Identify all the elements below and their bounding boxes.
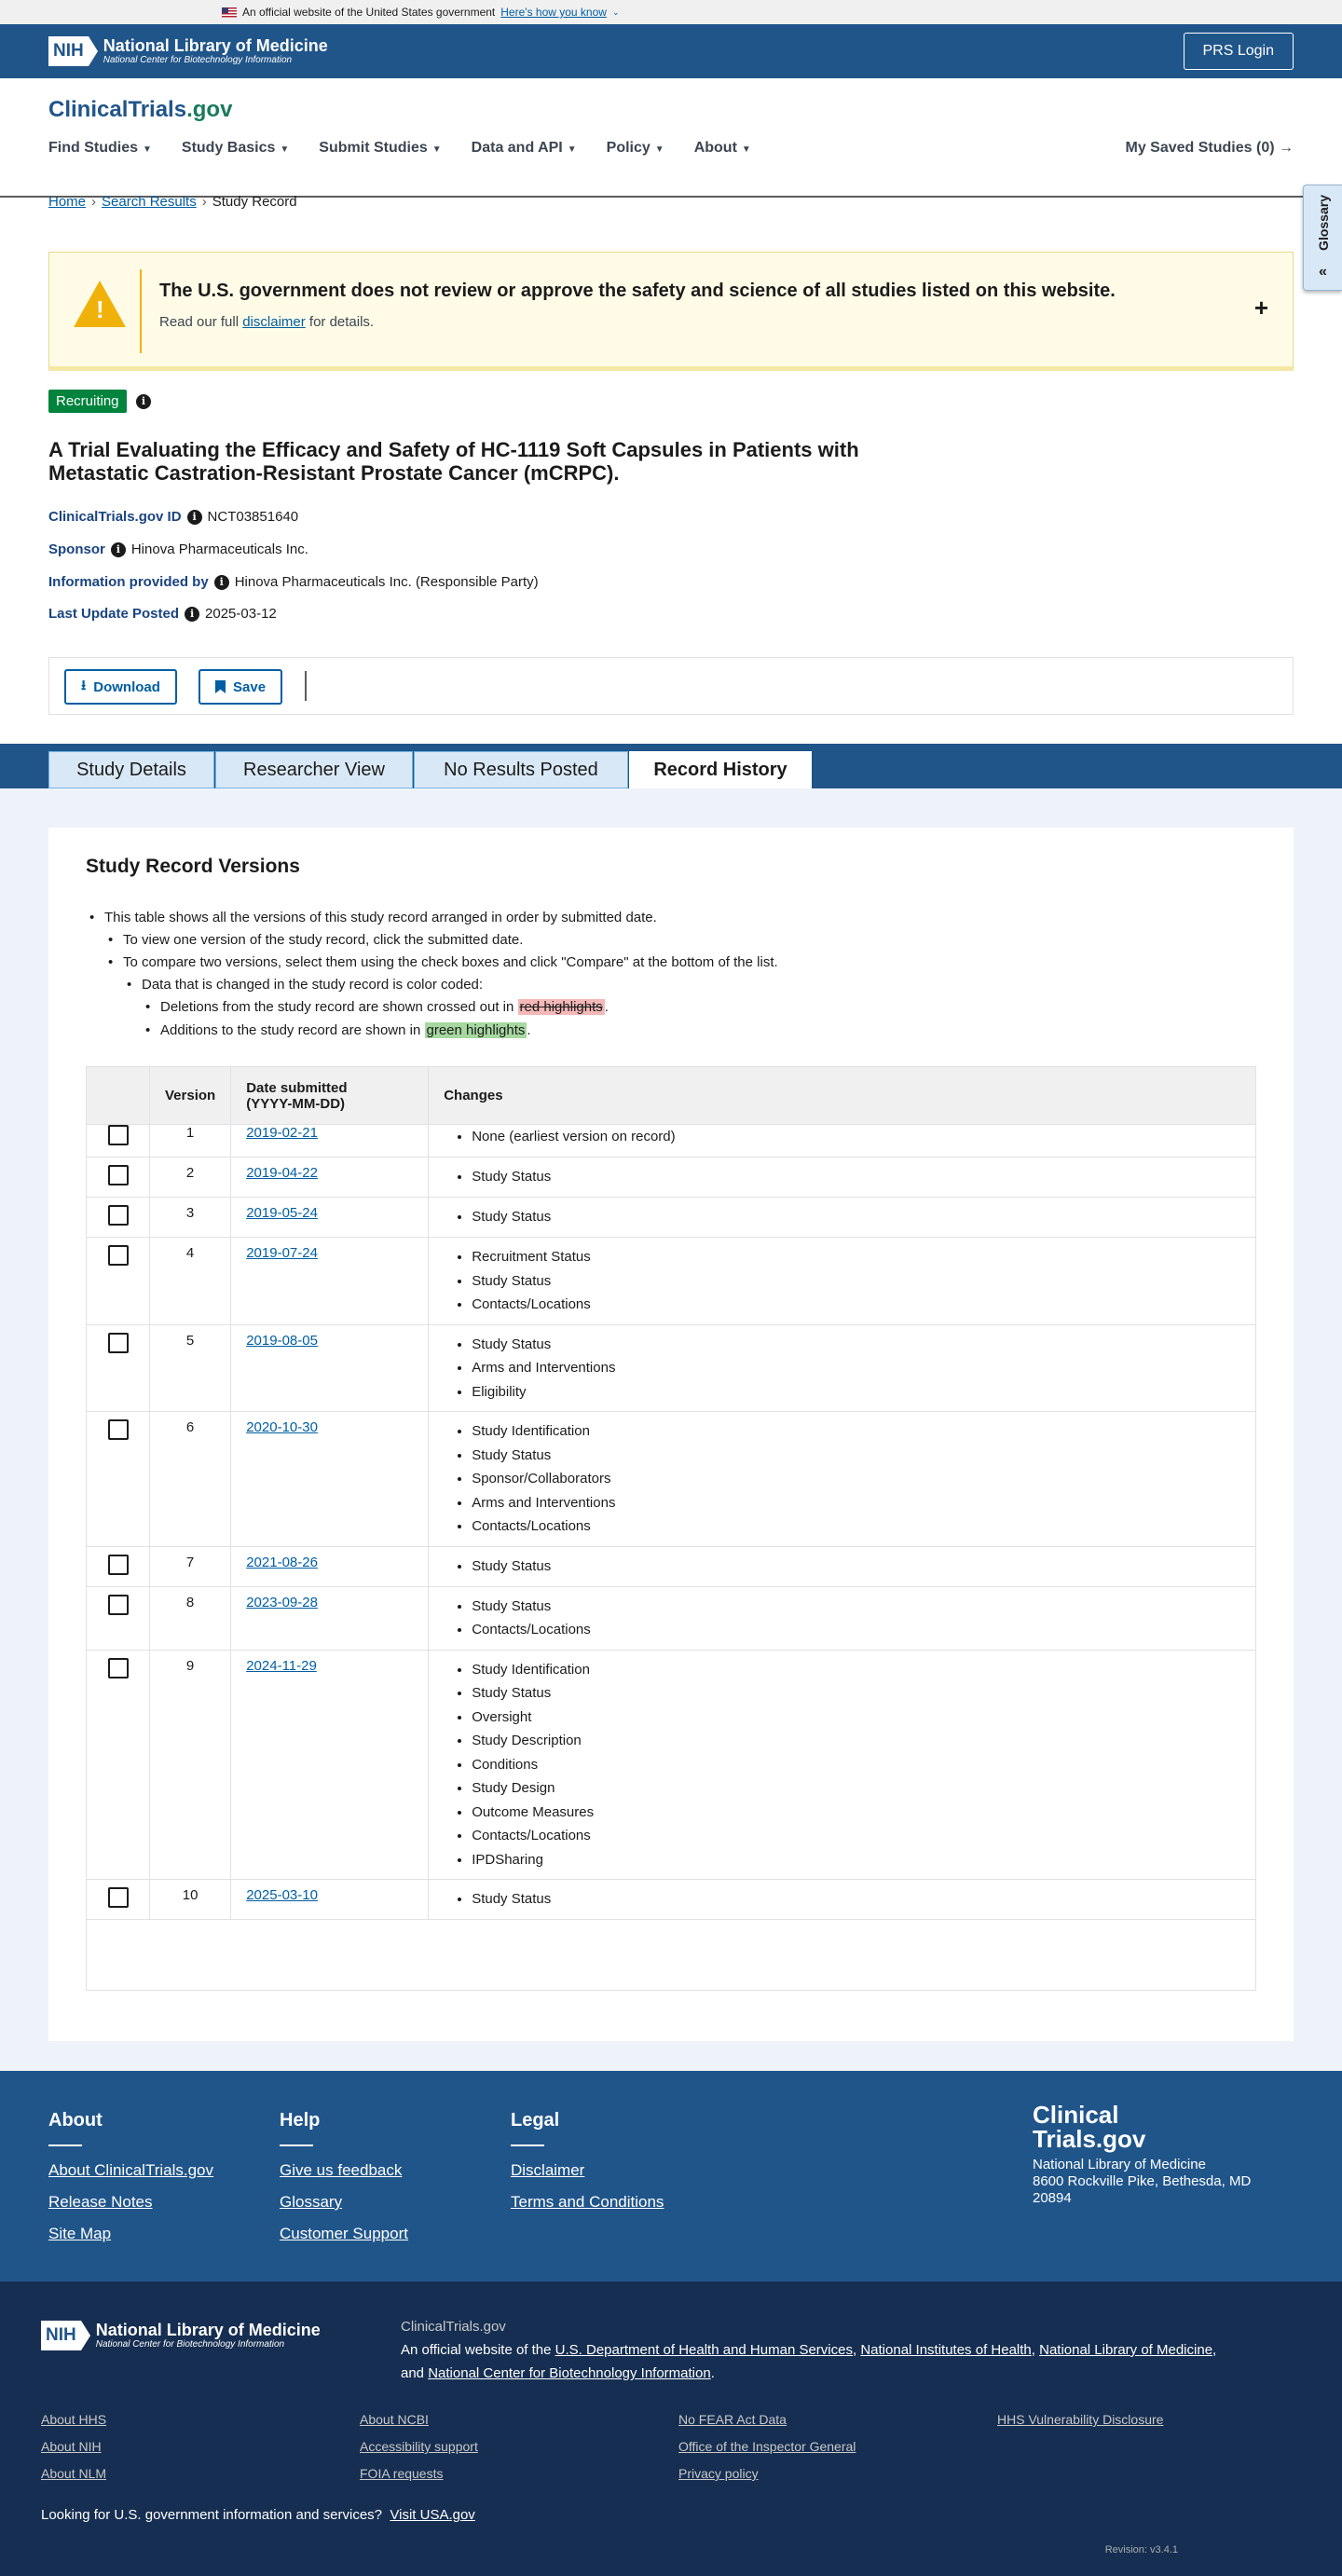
changes-cell — [429, 1586, 1256, 1650]
version-number: 5 — [150, 1324, 231, 1412]
glossary-label: Glossary — [1315, 195, 1331, 251]
list-item: • To view one version of the study record, click the submitted date. — [123, 932, 523, 948]
footer-link[interactable]: No FEAR Act Data — [678, 2412, 787, 2427]
text: An official website of the — [401, 2342, 555, 2358]
site-header — [0, 78, 1342, 198]
meta-update — [48, 606, 277, 622]
change-item: • Arms and Interventions — [472, 1356, 1240, 1380]
version-date-link[interactable]: 2021-08-26 — [246, 1554, 318, 1570]
usa-gov-line — [41, 2507, 475, 2523]
list-item: • To compare two versions, select them using the check boxes and click "Compare" at the bottom of the list. — [123, 954, 778, 970]
date-cell — [231, 1158, 429, 1198]
version-number: 8 — [150, 1586, 231, 1650]
agency-label: ClinicalTrials.gov — [401, 2319, 506, 2335]
address-line: 20894 — [1033, 2190, 1072, 2206]
meta-label: Last Update Posted — [48, 606, 180, 622]
changes-list — [444, 1165, 1240, 1189]
usa-gov-link[interactable]: Visit USA.gov — [390, 2507, 475, 2523]
change-item: • Study Status — [472, 1165, 1240, 1189]
footer-link[interactable]: FOIA requests — [360, 2466, 444, 2481]
heres-how-link[interactable]: Here's how you know — [500, 6, 607, 19]
select-cell — [87, 1880, 150, 1920]
change-item: • Study Status — [472, 1887, 1240, 1911]
version-checkbox[interactable] — [108, 1333, 129, 1353]
changes-cell — [429, 1198, 1256, 1238]
action-divider — [305, 671, 307, 701]
nih-abbr: NIH — [41, 2321, 81, 2350]
list-item: • This table shows all the versions of this study record arranged in order by submitted date. — [104, 910, 657, 925]
ct-logo[interactable] — [48, 97, 232, 123]
date-cell — [231, 1324, 429, 1412]
table-row — [87, 1158, 1256, 1198]
text: Deletions from the study record are shown crossed out in — [160, 999, 518, 1015]
disclaimer-alert — [48, 252, 1294, 371]
breadcrumb-search-results[interactable]: Search Results — [102, 194, 197, 210]
main-nav — [48, 140, 751, 157]
changes-list — [444, 1125, 1240, 1149]
logo-main: ClinicalTrials — [48, 97, 187, 122]
saved-studies-link[interactable] — [1126, 140, 1294, 157]
nav-label: Find Studies — [48, 140, 138, 156]
table-row — [87, 1586, 1256, 1650]
change-item: • IPDSharing — [472, 1848, 1240, 1872]
version-checkbox[interactable] — [108, 1245, 129, 1266]
table-header-row — [87, 1067, 1256, 1125]
logo-gov: .gov — [186, 97, 233, 122]
chevron-down-icon: ⌄ — [611, 7, 620, 17]
arrow-right-icon: → — [1279, 140, 1294, 156]
footer-link[interactable]: Glossary — [280, 2193, 343, 2211]
change-item: • Recruitment Status — [472, 1245, 1240, 1269]
select-cell — [87, 1412, 150, 1547]
footer-link[interactable]: About HHS — [41, 2412, 107, 2427]
col-date — [231, 1067, 429, 1125]
version-number: 10 — [150, 1880, 231, 1920]
change-item: • Study Identification — [472, 1419, 1240, 1444]
change-item: • Study Status — [472, 1269, 1240, 1294]
change-item: • Study Status — [472, 1205, 1240, 1229]
tab-bar — [0, 744, 1342, 788]
chevron-down-icon: ▼ — [431, 144, 442, 155]
addition-sample: green highlights — [426, 1022, 526, 1038]
agency-line — [401, 2338, 1277, 2362]
text: , — [1031, 2342, 1040, 2358]
meta-value: Hinova Pharmaceuticals Inc. — [130, 541, 308, 557]
versions-card — [48, 828, 1294, 2041]
download-icon: ⭳ — [81, 677, 87, 693]
download-label: Download — [93, 678, 160, 695]
tab-researcher-view[interactable]: Researcher View — [215, 751, 413, 788]
nav-label: About — [693, 140, 737, 156]
chevron-down-icon: ▼ — [567, 144, 577, 155]
date-cell — [231, 1880, 429, 1920]
version-number: 7 — [150, 1546, 231, 1586]
change-item: • Study Status — [472, 1555, 1240, 1579]
version-number: 6 — [150, 1412, 231, 1547]
version-date-link[interactable]: 2023-09-28 — [246, 1594, 318, 1610]
versions-table — [86, 1066, 1256, 1991]
footer-link[interactable]: About NLM — [41, 2466, 107, 2481]
select-cell — [87, 1238, 150, 1325]
breadcrumb-current: Study Record — [212, 194, 297, 210]
us-flag-icon — [222, 7, 237, 18]
change-item: • None (earliest version on record) — [472, 1125, 1240, 1149]
breadcrumb-home[interactable]: Home — [48, 194, 87, 210]
col-select — [87, 1067, 150, 1125]
version-checkbox[interactable] — [108, 1419, 129, 1440]
text: Additions to the study record are shown in — [160, 1022, 425, 1038]
version-checkbox[interactable] — [108, 1205, 129, 1226]
chevron-down-icon: ▼ — [143, 144, 152, 155]
change-item: • Contacts/Locations — [472, 1618, 1240, 1642]
expand-icon[interactable]: + — [1253, 294, 1268, 322]
meta-id — [48, 509, 298, 525]
date-cell — [231, 1198, 429, 1238]
footer-link[interactable]: Give us feedback — [280, 2161, 403, 2179]
changes-list — [444, 1555, 1240, 1579]
footer-link[interactable]: HHS Vulnerability Disclosure — [997, 2412, 1164, 2427]
address-line: 8600 Rockville Pike, Bethesda, MD — [1033, 2173, 1252, 2189]
list-item — [160, 1022, 531, 1038]
nav-label: Policy — [606, 140, 650, 156]
info-icon[interactable]: i — [185, 607, 199, 622]
changes-cell — [429, 1412, 1256, 1547]
study-title: A Trial Evaluating the Efficacy and Safety of HC-1119 Soft Capsules in Patients with Metastatic Castration-Resistant Prostate Cancer (mCRPC). — [48, 438, 859, 485]
alert-pre: Read our full — [159, 314, 243, 330]
footer-link[interactable]: Terms and Conditions — [511, 2193, 664, 2211]
change-item: • Study Description — [472, 1729, 1240, 1753]
glossary-toggle[interactable] — [1303, 185, 1342, 291]
chevron-right-icon: › — [201, 194, 207, 210]
meta-value: NCT03851640 — [207, 509, 299, 525]
footer-rule — [511, 2144, 544, 2146]
footer-link[interactable]: Office of the Inspector General — [678, 2439, 856, 2454]
table-footer — [87, 1920, 1256, 1991]
version-checkbox[interactable] — [108, 1658, 129, 1679]
text: . — [604, 999, 609, 1015]
nih-footer-logo[interactable] — [41, 2321, 321, 2350]
disclaimer-link[interactable]: disclaimer — [242, 314, 306, 330]
save-button[interactable] — [199, 669, 282, 705]
footer-link[interactable]: About ClinicalTrials.gov — [48, 2161, 213, 2179]
ncbi-link[interactable]: National Center for Biotechnology Information — [428, 2365, 711, 2381]
change-item: • Oversight — [472, 1706, 1240, 1730]
change-item: • Study Status — [472, 1444, 1240, 1468]
change-item: • Contacts/Locations — [472, 1824, 1240, 1848]
version-date-link[interactable]: 2019-08-05 — [246, 1332, 318, 1349]
change-item: • Arms and Interventions — [472, 1491, 1240, 1515]
changes-list — [444, 1333, 1240, 1404]
footer-about — [48, 2110, 213, 2256]
warning-icon-mark: ! — [96, 295, 104, 323]
change-item: • Contacts/Locations — [472, 1293, 1240, 1317]
ncbi-name: National Center for Biotechnology Information — [103, 54, 293, 65]
version-number: 2 — [150, 1158, 231, 1198]
footer-heading: Legal — [511, 2110, 560, 2131]
agency-footer — [0, 2281, 1342, 2576]
nih-header — [0, 24, 1342, 78]
site-footer — [0, 2071, 1342, 2281]
select-cell — [87, 1198, 150, 1238]
info-icon[interactable]: i — [111, 542, 126, 557]
breadcrumb — [48, 194, 297, 210]
version-date-link[interactable]: 2019-07-24 — [246, 1245, 318, 1261]
chevron-right-icon: › — [91, 194, 97, 210]
footer-link[interactable]: Customer Support — [280, 2225, 408, 2242]
tab-study-details[interactable]: Study Details — [48, 751, 214, 788]
col-version: Version — [150, 1067, 231, 1125]
chevron-down-icon: ▼ — [741, 144, 751, 155]
version-checkbox[interactable] — [108, 1595, 129, 1615]
footer-link[interactable]: Site Map — [48, 2225, 112, 2242]
col-date-line1: Date submitted — [246, 1079, 348, 1096]
select-cell — [87, 1650, 150, 1880]
changes-list — [444, 1205, 1240, 1229]
meta-value: 2025-03-12 — [205, 606, 277, 622]
info-icon[interactable]: i — [136, 394, 151, 409]
date-cell — [231, 1546, 429, 1586]
chevron-down-icon: ▼ — [654, 144, 664, 155]
select-cell — [87, 1586, 150, 1650]
changes-list — [444, 1245, 1240, 1317]
changes-cell — [429, 1238, 1256, 1325]
ncbi-name: National Center for Biotechnology Information — [95, 2338, 285, 2350]
version-number: 4 — [150, 1238, 231, 1325]
footer-heading: Help — [280, 2110, 321, 2131]
hhs-link[interactable]: U.S. Department of Health and Human Services — [555, 2342, 853, 2358]
changes-list — [444, 1595, 1240, 1642]
action-bar — [48, 657, 1294, 715]
change-item: • Conditions — [472, 1753, 1240, 1777]
changes-list — [444, 1658, 1240, 1872]
tab-no-results[interactable]: No Results Posted — [414, 751, 628, 788]
nih-link[interactable]: National Institutes of Health — [860, 2342, 1032, 2358]
version-date-link[interactable]: 2020-10-30 — [246, 1419, 318, 1435]
footer-link[interactable]: Release Notes — [48, 2193, 153, 2211]
alert-title: The U.S. government does not review or approve the safety and science of all studies listed on this website. — [159, 281, 1116, 301]
change-item: • Sponsor/Collaborators — [472, 1467, 1240, 1491]
meta-sponsor — [48, 541, 308, 557]
changes-list — [444, 1887, 1240, 1911]
nih-chevron-icon — [89, 36, 98, 66]
change-item: • Study Identification — [472, 1658, 1240, 1682]
changes-list — [444, 1419, 1240, 1539]
footer-legal — [511, 2110, 664, 2225]
changes-cell — [429, 1650, 1256, 1880]
change-item: • Contacts/Locations — [472, 1514, 1240, 1539]
text: . — [527, 1022, 531, 1038]
version-date-link[interactable]: 2019-02-21 — [246, 1125, 318, 1141]
nav-about[interactable] — [694, 140, 751, 157]
nih-abbr: NIH — [48, 36, 89, 66]
changes-cell — [429, 1125, 1256, 1158]
version-checkbox[interactable] — [108, 1125, 129, 1145]
footer-link[interactable]: Accessibility support — [360, 2439, 478, 2454]
info-icon[interactable]: i — [214, 575, 229, 590]
table-row — [87, 1880, 1256, 1920]
versions-heading: Study Record Versions — [86, 856, 300, 877]
meta-provided — [48, 574, 539, 590]
bookmark-icon — [215, 680, 226, 693]
col-changes: Changes — [429, 1067, 1256, 1125]
deletion-sample: red highlights — [519, 999, 603, 1015]
nav-data-api[interactable] — [472, 140, 577, 157]
content-area — [0, 788, 1342, 2071]
footer-help — [280, 2110, 408, 2256]
date-cell — [231, 1586, 429, 1650]
version-number: 9 — [150, 1650, 231, 1880]
changes-cell — [429, 1158, 1256, 1198]
alert-text — [159, 314, 374, 330]
nav-policy[interactable] — [607, 140, 664, 157]
saved-label: My Saved Studies (0) — [1125, 140, 1275, 156]
meta-label: ClinicalTrials.gov ID — [48, 509, 182, 525]
table-row — [87, 1650, 1256, 1880]
date-cell — [231, 1650, 429, 1880]
meta-value: Hinova Pharmaceuticals Inc. (Responsible Party) — [234, 574, 539, 590]
date-cell — [231, 1238, 429, 1325]
nav-study-basics[interactable] — [182, 140, 289, 157]
select-cell — [87, 1324, 150, 1412]
col-date-line2: (YYYY-MM-DD) — [246, 1095, 346, 1112]
table-row — [87, 1198, 1256, 1238]
version-date-link[interactable]: 2025-03-10 — [246, 1887, 318, 1903]
nav-label: Study Basics — [181, 140, 276, 156]
nlm-name: National Library of Medicine — [103, 35, 328, 55]
nav-find-studies[interactable] — [48, 140, 152, 157]
text: Looking for U.S. government information and services? — [41, 2507, 383, 2523]
change-item: • Study Status — [472, 1333, 1240, 1357]
meta-label: Sponsor — [48, 541, 105, 557]
save-label: Save — [233, 678, 267, 695]
nlm-name: National Library of Medicine — [95, 2320, 321, 2339]
table-row — [87, 1412, 1256, 1547]
footer-rule — [280, 2144, 313, 2146]
table-row — [87, 1238, 1256, 1325]
version-number: 1 — [150, 1125, 231, 1158]
table-row — [87, 1546, 1256, 1586]
footer-link[interactable]: Privacy policy — [678, 2466, 759, 2481]
footer-rule — [48, 2144, 82, 2146]
alert-post: for details. — [305, 314, 375, 330]
footer-link[interactable]: About NCBI — [360, 2412, 429, 2427]
footer-link[interactable]: Disclaimer — [511, 2161, 585, 2179]
status-badge: Recruiting — [48, 390, 127, 413]
gov-banner-text: An official website of the United States government — [242, 6, 496, 19]
change-item: • Study Status — [472, 1681, 1240, 1706]
info-icon[interactable]: i — [187, 510, 202, 525]
agency-text — [401, 2315, 1277, 2385]
prs-login-button[interactable]: PRS Login — [1184, 33, 1294, 70]
nih-logo[interactable] — [48, 36, 328, 66]
tab-record-history[interactable]: Record History — [629, 751, 812, 788]
nav-submit-studies[interactable] — [319, 140, 441, 157]
text: , — [1212, 2342, 1217, 2358]
nlm-link[interactable]: National Library of Medicine — [1039, 2342, 1213, 2358]
version-checkbox[interactable] — [108, 1555, 129, 1575]
meta-label: Information provided by — [48, 574, 209, 590]
date-cell — [231, 1412, 429, 1547]
version-date-link[interactable]: 2024-11-29 — [246, 1657, 317, 1674]
select-cell — [87, 1158, 150, 1198]
nih-chevron-icon — [81, 2321, 90, 2350]
gov-banner — [0, 0, 1342, 24]
text: . — [710, 2365, 715, 2381]
list-item — [160, 999, 609, 1015]
revision: Revision: v3.4.1 — [1104, 2544, 1178, 2555]
alert-divider — [140, 269, 142, 353]
changes-cell — [429, 1324, 1256, 1412]
select-cell — [87, 1125, 150, 1158]
change-item: • Outcome Measures — [472, 1801, 1240, 1825]
table-row — [87, 1324, 1256, 1412]
footer-brand — [1033, 2103, 1251, 2207]
change-item: • Study Design — [472, 1776, 1240, 1801]
version-checkbox[interactable] — [108, 1165, 129, 1185]
table-row — [87, 1125, 1256, 1158]
footer-link[interactable]: About NIH — [41, 2439, 102, 2454]
changes-cell — [429, 1546, 1256, 1586]
download-button[interactable] — [64, 669, 177, 705]
brand-line2: Trials.gov — [1033, 2125, 1146, 2153]
footer-heading: About — [48, 2110, 103, 2131]
double-chevron-left-icon: « — [1319, 264, 1327, 280]
chevron-down-icon: ▼ — [280, 144, 290, 155]
nav-label: Data and API — [471, 140, 563, 156]
nav-label: Submit Studies — [319, 140, 428, 156]
select-cell — [87, 1546, 150, 1586]
change-item: • Eligibility — [472, 1380, 1240, 1404]
table-footer-row — [87, 1920, 1256, 1991]
text: , — [852, 2342, 861, 2358]
version-checkbox[interactable] — [108, 1887, 129, 1908]
brand-line1: Clinical — [1033, 2101, 1119, 2129]
version-date-link[interactable]: 2019-05-24 — [246, 1205, 318, 1221]
text: and — [401, 2365, 429, 2381]
change-item: • Study Status — [472, 1595, 1240, 1619]
changes-cell — [429, 1880, 1256, 1920]
date-cell — [231, 1125, 429, 1158]
version-date-link[interactable]: 2019-04-22 — [246, 1165, 318, 1181]
agency-line — [401, 2362, 1277, 2385]
list-item: • Data that is changed in the study record is color coded: — [142, 977, 483, 993]
version-number: 3 — [150, 1198, 231, 1238]
address-line: National Library of Medicine — [1033, 2157, 1206, 2172]
